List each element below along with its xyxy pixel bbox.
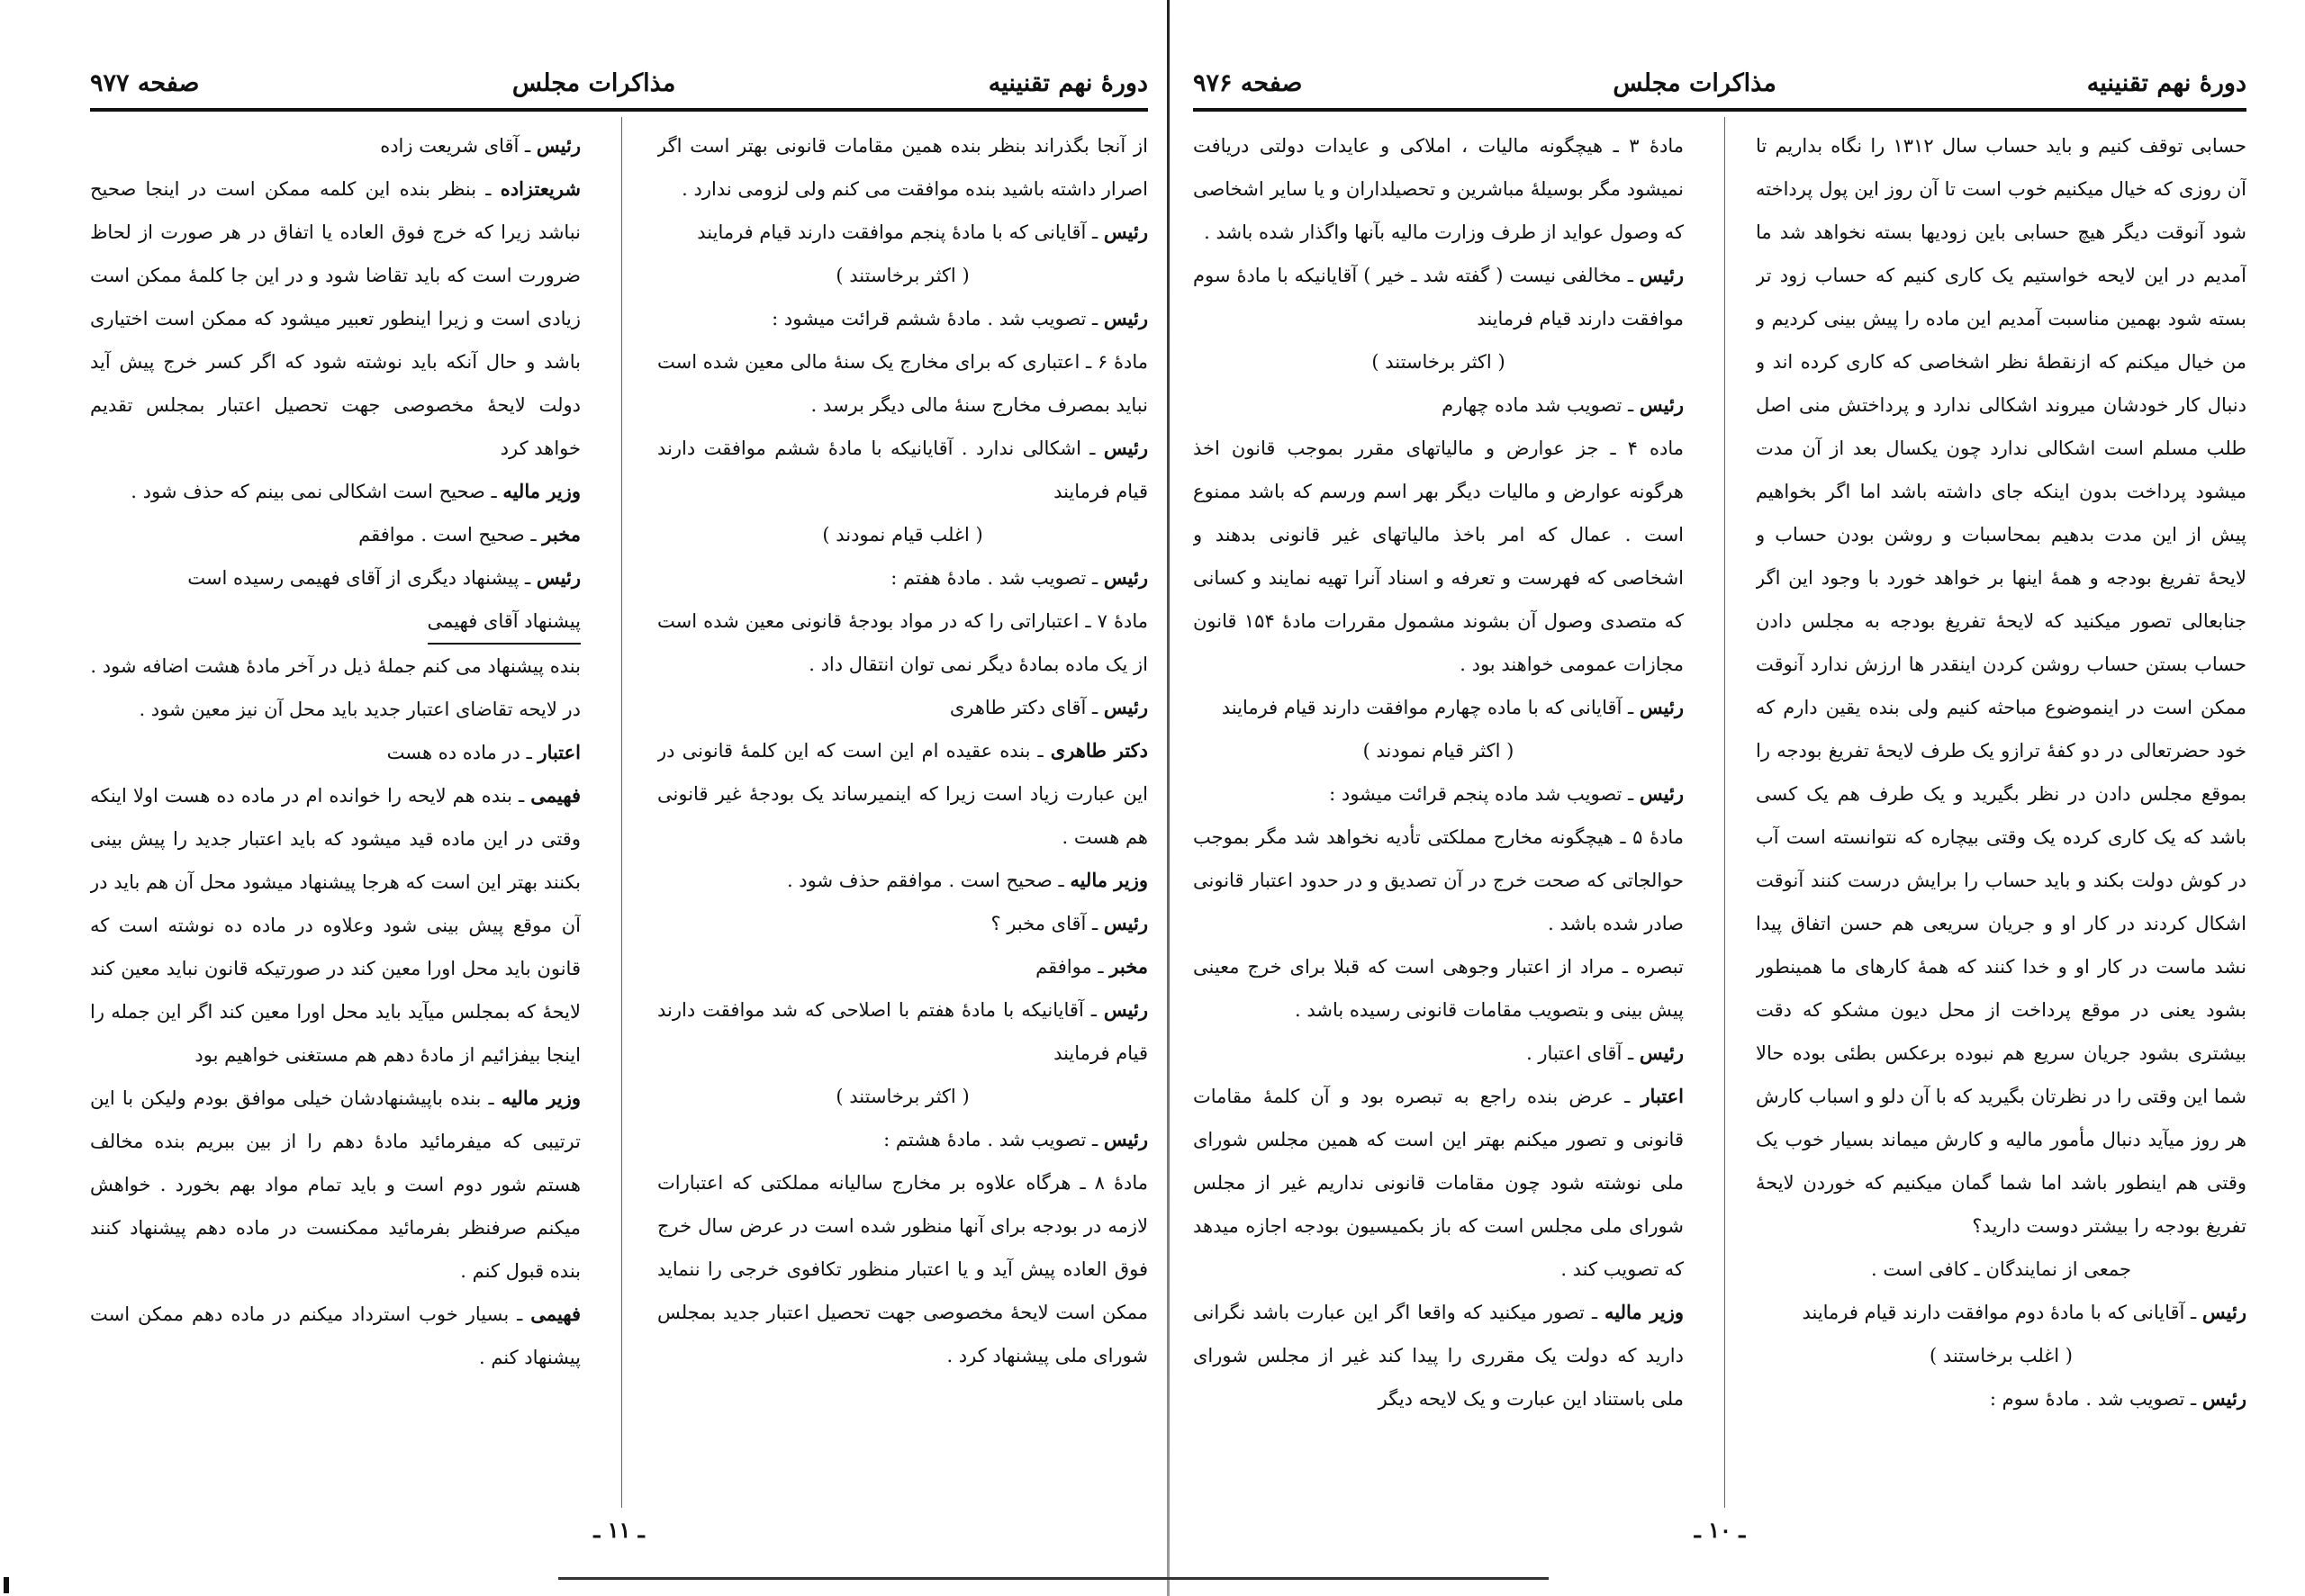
paragraph <box>1193 729 1684 772</box>
paragraph-text: ـ تصور میکنید که واقعا اگر این عبارت باشد نگرانی دارید که دولت یک مقرری را پیدا کند غیر از مجلس شورای ملی باستناد این عبارت و یک لایحه دیگر <box>1193 1302 1684 1410</box>
paragraph <box>90 470 581 513</box>
paragraph <box>1756 1334 2246 1377</box>
paragraph-text: ـ آقای اعتبار . <box>1526 1042 1634 1064</box>
speaker-name: رئیس <box>536 566 581 589</box>
paragraph <box>1193 1032 1684 1075</box>
paragraph <box>1756 1377 2246 1420</box>
book-gutter <box>1167 0 1170 1596</box>
paragraph <box>90 731 581 774</box>
paragraph <box>657 211 1148 254</box>
paragraph <box>657 297 1148 340</box>
paragraph <box>657 945 1148 988</box>
paragraph-text: بنده پیشنهاد می کنم جملهٔ ذیل در آخر مادهٔ هشت اضافه شود . <box>90 655 581 677</box>
paragraph-text: ـ تصویب شد . مادهٔ سوم : <box>1989 1388 2197 1410</box>
paragraph <box>657 1161 1148 1377</box>
page-header <box>1193 63 2246 103</box>
speaker-name: وزیر مالیه <box>501 1087 581 1109</box>
page-number: ـ ۱۰ ـ <box>1694 1517 1746 1543</box>
paragraph-text: ـ در ماده ده هست <box>386 742 532 763</box>
page-header <box>90 63 1148 103</box>
header-title: مذاکرات مجلس <box>1613 68 1776 97</box>
paragraph-text: حسابی توقف کنیم و باید حساب سال ۱۳۱۲ را نگاه بداریم تا آن روزی که خیال میکنیم خوب است تا آن روز این پول پرداخته شود آنوقت دیگر هیچ حسابی باین زودیها بسته نخواهد شد ما آمدیم در این لایحه خواستیم یک کاری کنیم که حساب زود تر بسته شود بهمین مناسبت آمدیم این ماده را پیش بینی کردیم و من خیال میکنم که ازنقطهٔ نظر اشخاصی که کاری کرده اند و دنبال کار خودشان میروند اشکالی ندارد و پرداختش منی اصل طلب مسلم است اشکالی ندارد چون یکسال بعد از آن مدت میشود پرداخت بدون اینکه جای داشته باشد اما اگر بخواهیم پیش از این مدت بدهیم بمحاسبات و روشن بودن حساب و لایحهٔ تفریغ بودجه و همهٔ اینها بر خواهد خورد با وجود این اگر جنابعالی تصور میکنید که لایحهٔ تفریغ بودجه به مجلس دادن حساب بستن حساب روشن کردن اینقدر ها ارزش ندارد آنوقت ممکن است در اینموضوع مباحثه کنیم ولی بنده یقین دارم که خود حضرتعالی در دو کفهٔ ترازو یک طرف لایحهٔ تفریغ بودجه را بموقع مجلس دادن در نظر بگیرید و یک طرف هم یک کسی باشد که یک کاری کرده یک وقتی بیچاره که نتوانسته است آب در کوش دولت بکند و باید حساب را برایش درست کنند آنوقت اشکال کردند در کار او و جریان سریعی هم حسن اتفاق پیدا نشد ماست در کار او و خدا کنند که همهٔ کارهای ما همینطور بشود یعنی در موقع پرداخت از محل دیون مشکو که دقت بیشتری بشود جریان سریع هم نبوده برعکس بطئی بوده حالا شما این وقتی را در نظرتان بگیرید که با آن دلو و اسباب کارش هر روز میآید دنبال مأمور مالیه و کارش میماند بسیار خوب یک وقتی هم اینطور باشد اما شما گمان میکنیم که خوردن لایحهٔ تفریغ بودجه را بیشتر دوست دارید؟ <box>1756 135 2246 1237</box>
page-977 <box>90 27 1148 1548</box>
column-right <box>1756 124 2246 1510</box>
column-right <box>657 124 1148 1510</box>
paragraph-text: مادهٔ ۶ ـ اعتباری که برای مخارج یک سنهٔ مالی معین شده است نباید بمصرف مخارج سنهٔ مالی دیگر برسد . <box>657 351 1148 416</box>
paragraph <box>1193 254 1684 340</box>
speaker-name: رئیس <box>1103 998 1148 1021</box>
paragraph-text: ـ صحیح است . موافقم حذف شود . <box>786 870 1064 891</box>
paragraph-text: ـ مخالفی نیست ( گفته شد ـ خیر ) آقایانیکه با مادهٔ سوم موافقت دارند قیام فرمایند <box>1193 265 1684 329</box>
paragraph <box>90 124 581 167</box>
speaker-name: رئیس <box>2201 1301 2246 1323</box>
speaker-name: رئیس <box>1103 696 1148 718</box>
speaker-name: وزیر مالیه <box>1070 869 1148 891</box>
paragraph <box>1193 124 1684 254</box>
paragraph <box>1193 945 1684 1032</box>
speaker-name: رئیس <box>1639 264 1684 286</box>
paragraph <box>657 729 1148 859</box>
paragraph <box>1193 340 1684 383</box>
paragraph <box>1193 772 1684 816</box>
paragraph <box>657 124 1148 211</box>
paragraph <box>657 859 1148 902</box>
column-divider <box>621 117 622 1508</box>
paragraph <box>90 600 581 645</box>
header-session: دورهٔ نهم تقنینیه <box>988 68 1148 97</box>
paragraph <box>657 988 1148 1075</box>
speaker-name: رئیس <box>1103 437 1148 459</box>
speaker-name: رئیس <box>1639 696 1684 718</box>
paragraph <box>657 340 1148 427</box>
paragraph <box>90 774 581 1077</box>
paragraph-text: ـ آقای مخبر ؟ <box>990 913 1098 934</box>
paragraph-text: ـ آقای شریعت زاده <box>380 135 531 157</box>
paragraph-text: ـ بسیار خوب استرداد میکنم در ماده دهم ممکن است پیشنهاد کنم . <box>90 1303 581 1368</box>
paragraph-text: ـ اشکالی ندارد . آقایانیکه با مادهٔ ششم موافقت دارند قیام فرمایند <box>657 437 1148 502</box>
speaker-name: وزیر مالیه <box>1604 1301 1684 1323</box>
speaker-name: فهیمی <box>530 784 581 807</box>
paragraph <box>1756 1248 2246 1291</box>
paragraph-text: ـ بنده باپیشنهادشان خیلی موافق بودم ولیکن با این ترتیبی که میفرمائید مادهٔ دهم را از بین ببریم بنده مخالف هستم شور دوم است و باید تمام مواد بهم بخورد . خواهش میکنم صرفنظر بفرمائید ممکنست در ماده دهم پیشنهاد کنند بنده قبول کنم . <box>90 1087 581 1282</box>
paragraph <box>1756 1291 2246 1334</box>
paragraph <box>1193 427 1684 686</box>
paragraph <box>657 556 1148 600</box>
paragraph <box>90 1077 581 1293</box>
paragraph-text: ـ آقایانی که با مادهٔ دوم موافقت دارند قیام فرمایند <box>1802 1302 2197 1323</box>
scan-corner-mark <box>4 1577 9 1593</box>
scan-bottom-edge <box>558 1577 1549 1580</box>
paragraph-text: ـ موافقم <box>1035 956 1104 978</box>
header-page-label: صفحه ۹۷۶ <box>1193 68 1303 97</box>
speaker-name: اعتبار <box>538 741 581 763</box>
paragraph-text: مادهٔ ۷ ـ اعتباراتی را که در مواد بودجهٔ قانونی معین شده است از یک ماده بمادهٔ دیگر نمی توان انتقال داد . <box>657 610 1148 675</box>
paragraph <box>90 167 581 470</box>
speaker-name: رئیس <box>1639 782 1684 805</box>
paragraph-text: ( اکثر برخاستند ) <box>1371 351 1505 373</box>
paragraph <box>1193 1075 1684 1291</box>
speaker-name: فهیمی <box>530 1303 581 1325</box>
paragraph <box>90 688 581 731</box>
paragraph-text: تبصره ـ مراد از اعتبار وجوهی است که قبلا برای خرج معینی پیش بینی و بتصویب مقامات قانونی رسیده باشد . <box>1193 956 1684 1021</box>
speaker-name: دکتر طاهری <box>1050 739 1148 762</box>
paragraph-text: ـ تصویب شد ماده پنجم قرائت میشود : <box>1329 783 1634 805</box>
header-title: مذاکرات مجلس <box>511 68 676 97</box>
paragraph-text: ـ تصویب شد . مادهٔ هفتم : <box>890 567 1098 589</box>
speaker-name: وزیر مالیه <box>502 480 581 502</box>
paragraph-text: ـ بنده عقیده ام این است که این کلمهٔ قانونی در این عبارت زیاد است زیرا که اینمیرساند یک بودجهٔ غیر قانونی هم هست . <box>657 740 1148 848</box>
paragraph-text: ( اغلب قیام نمودند ) <box>822 524 983 546</box>
paragraph-text: پیشنهاد آقای فهیمی <box>428 600 581 645</box>
paragraph <box>657 1075 1148 1118</box>
paragraph-text: ـ پیشنهاد دیگری از آقای فهیمی رسیده است <box>187 567 531 589</box>
speaker-name: شریعتزاده <box>500 177 581 200</box>
paragraph-text: ماده ۴ ـ جز عوارض و مالیاتهای مقرر بموجب قانون اخذ هرگونه عوارض و مالیات دیگر بهر اسم ورسم که باشد ممنوع است . عمال که امر باخذ مالیاتهای غیر قانونی بدهند و اشخاصی که فهرست و تعرفه و اسناد آنرا تهیه نمایند و کسانی که متصدی وصول آن بشوند مشمول مقررات مادهٔ ۱۵۴ قانون مجازات عمومی خواهند بود . <box>1193 437 1684 675</box>
speaker-name: رئیس <box>1103 1128 1148 1150</box>
paragraph <box>657 686 1148 729</box>
paragraph-text: ـ تصویب شد . مادهٔ هشتم : <box>883 1129 1098 1150</box>
paragraph-text: ( اکثر برخاستند ) <box>836 265 970 286</box>
paragraph-text: ( اکثر قیام نمودند ) <box>1362 740 1514 762</box>
speaker-name: مخبر <box>1109 955 1148 978</box>
paragraph-text: ـ صحیح است اشکالی نمی بینم که حذف شود . <box>131 481 497 502</box>
paragraph-text: ـ بنظر بنده این کلمه ممکن است در اینجا صحیح نباشد زیرا که خرج فوق العاده یا اتفاق در هر صورت از لحاظ ضرورت است که باید تقاضا شود و در این جا کلمهٔ ممکن است زیادی است و زیرا اینطور تعبیر میشود که ممکن است اختیاری باشد و حال آنکه باید نوشته شود که اگر کسر خرج پیش آید دولت لایحهٔ مخصوصی جهت تحصیل اعتبار بمجلس تقدیم خواهد کرد <box>90 178 581 459</box>
paragraph <box>1193 383 1684 427</box>
column-divider <box>1724 117 1725 1508</box>
speaker-name: رئیس <box>2201 1387 2246 1410</box>
speaker-name: رئیس <box>1103 307 1148 329</box>
paragraph <box>657 600 1148 686</box>
paragraph-text: مادهٔ ۵ ـ هیچگونه مخارج مملکتی تأدیه نخواهد شد مگر بموجب حوالجاتی که صحت خرج در آن تصدیق و در حدود اعتبار قانونی صادر شده باشد . <box>1193 826 1684 934</box>
paragraph <box>90 556 581 600</box>
paragraph <box>90 1293 581 1379</box>
speaker-name: رئیس <box>1639 393 1684 416</box>
paragraph-text: مادهٔ ۳ ـ هیچگونه مالیات ، املاکی و عایدات دولتی دریافت نمیشود مگر بوسیلهٔ مباشرین و تحصیلداران و یا سایر اشخاصی که وصول عواید از طرف وزارت مالیه بآنها واگذار شده باشد . <box>1193 135 1684 243</box>
paragraph-text: ( اکثر برخاستند ) <box>836 1086 970 1107</box>
speaker-name: اعتبار <box>1641 1085 1684 1107</box>
paragraph-text: مادهٔ ۸ ـ هرگاه علاوه بر مخارج سالیانه مملکتی که اعتبارات لازمه در بودجه برای آنها منظور شده است در عرض سال خرج فوق العاده پیش آید و یا اعتبار منظور تکافوی خرجی را ننماید ممکن است لایحهٔ مخصوصی جهت تحصیل اعتبار جدید بمجلس شورای ملی پیشنهاد کرد . <box>657 1172 1148 1366</box>
paragraph-text: ـ آقایانی که با ماده چهارم موافقت دارند قیام فرمایند <box>1221 697 1634 718</box>
paragraph-text: ـ بنده هم لایحه را خوانده ام در ماده ده هست اولا اینکه وقتی در این ماده قید میشود که باید اعتبار جدید را پیش بینی بکنند بهتر این است که هرجا پیشنهاد میشود محل آن هم باید در آن موقع پیش بینی شود وعلاوه در ماده ده نوشته است که قانون باید محل اورا معین کند در صورتیکه قانون نباید معین کند لایحهٔ که بمجلس میآید باید محل اورا معین کند اگر این جمله را اینجا بیفزائیم از مادهٔ دهم هم مستغنی خواهیم بود <box>90 785 581 1066</box>
paragraph-text: ـ تصویب شد . مادهٔ ششم قرائت میشود : <box>772 308 1098 329</box>
speaker-name: رئیس <box>536 134 581 157</box>
header-rule <box>90 108 1148 112</box>
paragraph <box>1193 686 1684 729</box>
page-number: ـ ۱۱ ـ <box>593 1517 645 1543</box>
paragraph-text: ـ عرض بنده راجع به تبصره بود و آن کلمهٔ مقامات قانونی و تصور میکنم بهتر این است که همین مجلس شورای ملی نوشته شود چون مقامات قانونی نداریم غیر از مجلس شورای ملی مجلس است که باز بکمیسیون بودجه اجازه میدهد که تصویب کند . <box>1193 1086 1684 1280</box>
paragraph <box>657 902 1148 945</box>
paragraph-text: جمعی از نمایندگان ـ کافی است . <box>1870 1258 2131 1280</box>
paragraph <box>1193 816 1684 945</box>
header-session: دورهٔ نهم تقنینیه <box>2086 68 2246 97</box>
paragraph <box>657 513 1148 556</box>
paragraph <box>1193 1291 1684 1420</box>
paragraph <box>90 513 581 556</box>
paragraph <box>1756 124 2246 1248</box>
column-left <box>90 124 581 1510</box>
paragraph-text: ـ آقایانی که با مادهٔ پنجم موافقت دارند قیام فرمایند <box>697 221 1098 243</box>
paragraph <box>657 254 1148 297</box>
paragraph-text: در لایحه تقاضای اعتبار جدید باید محل آن نیز معین شود . <box>139 699 581 720</box>
speaker-name: رئیس <box>1103 566 1148 589</box>
speaker-name: رئیس <box>1103 912 1148 934</box>
speaker-name: رئیس <box>1103 221 1148 243</box>
speaker-name: رئیس <box>1639 1041 1684 1064</box>
header-rule <box>1193 108 2246 112</box>
paragraph-text: ـ آقایانیکه با مادهٔ هفتم با اصلاحی که شد موافقت دارند قیام فرمایند <box>657 999 1148 1064</box>
header-page-label: صفحه ۹۷۷ <box>90 68 200 97</box>
paragraph-text: ـ تصویب شد ماده چهارم <box>1442 394 1634 416</box>
speaker-name: مخبر <box>542 523 581 546</box>
paragraph-text: ـ آقای دکتر طاهری <box>949 697 1098 718</box>
paragraph-text: از آنجا بگذراند بنظر بنده همین مقامات قانونی بهتر است اگر اصرار داشته باشید بنده موافقت می کنم ولی لزومی ندارد . <box>657 135 1148 200</box>
paragraph <box>657 1118 1148 1161</box>
paragraph <box>90 645 581 688</box>
paragraph-text: ( اغلب برخاستند ) <box>1930 1345 2073 1366</box>
paragraph <box>657 427 1148 513</box>
page-976 <box>1193 27 2246 1548</box>
column-left <box>1193 124 1684 1510</box>
paragraph-text: ـ صحیح است . موافقم <box>358 524 537 546</box>
